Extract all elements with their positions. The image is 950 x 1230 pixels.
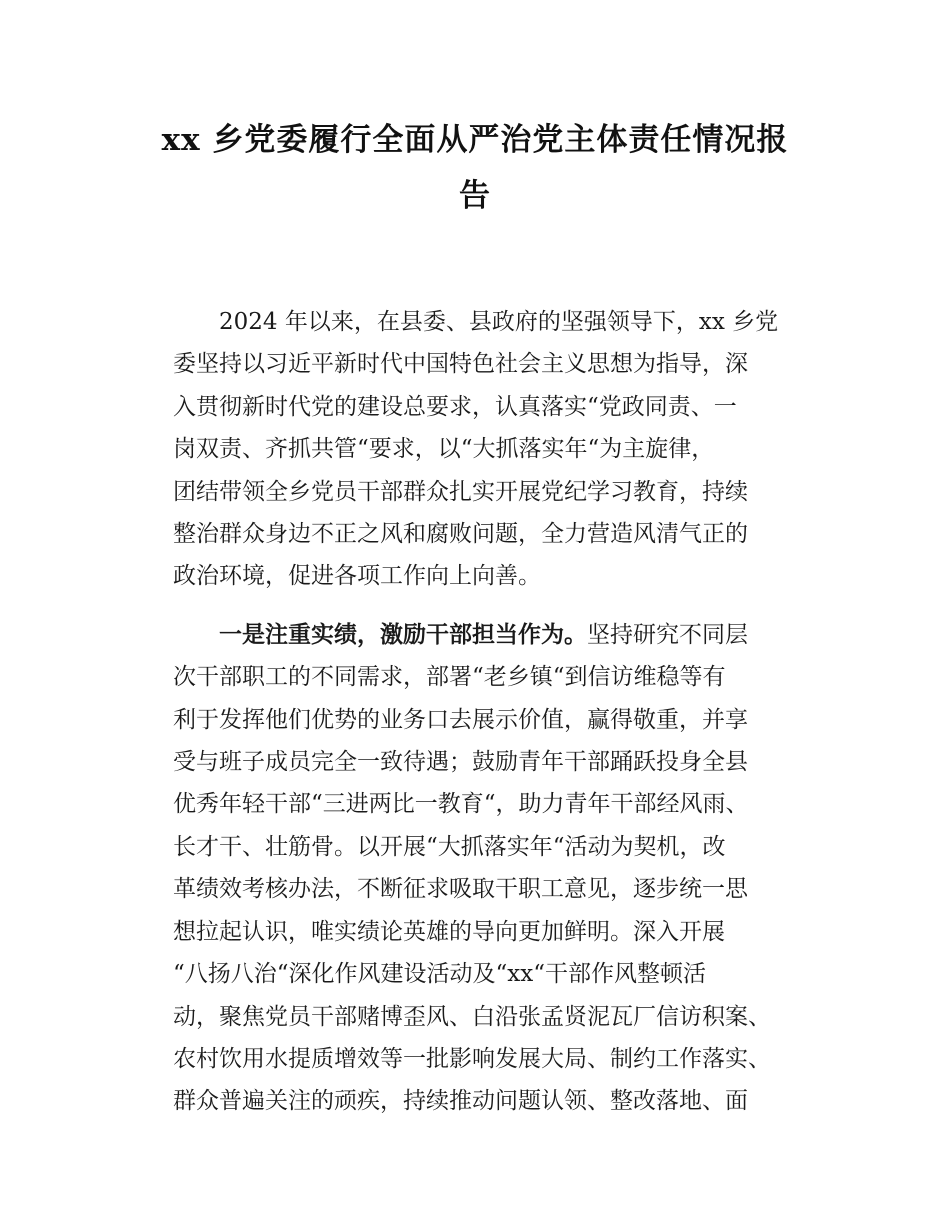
paragraph-intro bbox=[173, 301, 809, 598]
document-body bbox=[173, 301, 809, 1123]
title-line-1: xx 乡党委履行全面从严治党主体责任情况报 bbox=[161, 122, 789, 158]
paragraph-line: 岗双责、齐抓共管“要求，以“大抓落实年“为主旋律， bbox=[173, 436, 715, 463]
paragraph-line: 农村饮用水提质增效等一批影响发展大局、制约工作落实、 bbox=[173, 1045, 771, 1072]
paragraph-line: 利于发挥他们优势的业务口去展示价值，赢得敬重，并享 bbox=[173, 706, 748, 733]
paragraph-line: 动，聚焦党员干部赌博歪风、白沿张孟贤泥瓦厂信访积案、 bbox=[173, 1003, 771, 1030]
paragraph-line: 受与班子成员完全一致待遇；鼓励青年干部踊跃投身全县 bbox=[173, 749, 748, 776]
paragraph-line bbox=[173, 614, 809, 656]
paragraph-line: 2024 年以来，在县委、县政府的坚强领导下，xx 乡党 bbox=[219, 309, 779, 335]
title-line-2: 告 bbox=[459, 178, 491, 214]
paragraph-line: 政治环境，促进各项工作向上向善。 bbox=[173, 563, 541, 590]
paragraph-line: 革绩效考核办法，不断征求吸取干职工意见，逐步统一思 bbox=[173, 876, 748, 903]
document-title bbox=[140, 112, 810, 224]
paragraph-line-text: 坚持研究不同层 bbox=[587, 621, 748, 648]
paragraph-line: 入贯彻新时代党的建设总要求，认真落实“党政同责、一 bbox=[173, 393, 737, 420]
paragraph-line: “八扬八治“深化作风建设活动及“xx“干部作风整顿活 bbox=[173, 961, 706, 988]
paragraph-line: 优秀年轻干部“三进两比一教育“，助力青年干部经风雨、 bbox=[173, 791, 749, 818]
paragraph-line: 想拉起认识，唯实绩论英雄的导向更加鲜明。深入开展 bbox=[173, 918, 725, 945]
section-heading-inline: 一是注重实绩，激励干部担当作为。 bbox=[219, 621, 587, 648]
paragraph-section-one bbox=[173, 614, 809, 1123]
paragraph-line: 委坚持以习近平新时代中国特色社会主义思想为指导，深 bbox=[173, 351, 748, 378]
paragraph-line: 长才干、壮筋骨。以开展“大抓落实年“活动为契机，改 bbox=[173, 833, 726, 860]
paragraph-spacer bbox=[173, 598, 809, 614]
paragraph-line: 整治群众身边不正之风和腐败问题，全力营造风清气正的 bbox=[173, 521, 748, 548]
paragraph-line: 次干部职工的不同需求，部署“老乡镇“到信访维稳等有 bbox=[173, 664, 726, 691]
paragraph-line: 团结带领全乡党员干部群众扎实开展党纪学习教育，持续 bbox=[173, 478, 748, 505]
paragraph-line: 群众普遍关注的顽疾，持续推动问题认领、整改落地、面 bbox=[173, 1088, 748, 1115]
